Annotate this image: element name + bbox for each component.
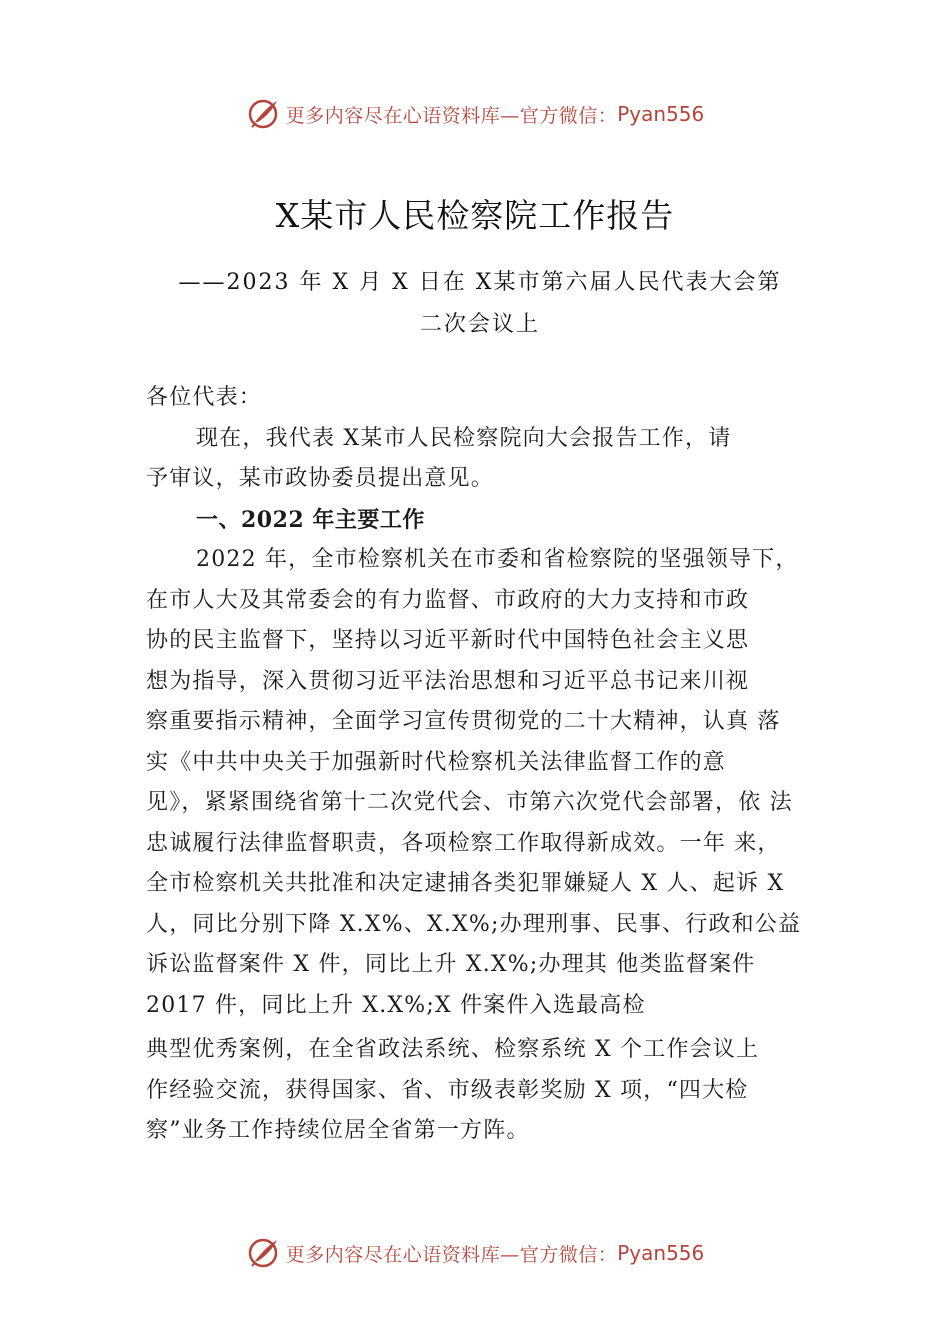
intro-line: 现在，我代表 X某市人民检察院向大会报告工作，请 bbox=[196, 425, 732, 451]
quill-logo-icon bbox=[246, 1235, 282, 1271]
paragraph-line: 诉讼监督案件 X 件，同比上升 X.X%;办理其 他类监督案件 bbox=[146, 952, 756, 977]
footer-banner bbox=[0, 1233, 950, 1273]
subtitle-line: 二次会议上 bbox=[419, 312, 540, 337]
banner-wechat-handle: Pyan556 bbox=[617, 102, 705, 126]
paragraph-line: 见》，紧紧围绕省第十二次党代会、市第六次党代会部署，依 法 bbox=[146, 790, 793, 815]
paragraph-line: 典型优秀案例，在全省政法系统、检察系统 X 个工作会议上 bbox=[146, 1037, 760, 1062]
paragraph-line: 实《中共中央关于加强新时代检察机关法律监督工作的意 bbox=[146, 749, 727, 775]
paragraph-line: 察重要指示精神，全面学习宣传贯彻党的二十大精神，认真 落 bbox=[146, 709, 781, 734]
salutation: 各位代表： bbox=[146, 385, 263, 410]
quill-logo-icon bbox=[246, 96, 282, 132]
banner-text: 更多内容尽在心语资料库—官方微信： bbox=[285, 104, 618, 127]
paragraph-line: 2017 件，同比上升 X.X%;X 件案件入选最高检 bbox=[146, 992, 646, 1018]
paragraph-line: 2022 年，全市检察机关在市委和省检察院的坚强领导下， bbox=[196, 547, 799, 572]
banner-wechat-handle: Pyan556 bbox=[617, 1241, 705, 1265]
document-title: X某市人民检察院工作报告 bbox=[275, 196, 675, 235]
paragraph-line: 察”业务工作持续位居全省第一方阵。 bbox=[146, 1118, 530, 1143]
paragraph-line: 全市检察机关共批准和决定逮捕各类犯罪嫌疑人 X 人、起诉 X bbox=[146, 871, 785, 896]
paragraph-line: 作经验交流，获得国家、省、市级表彰奖励 X 项，“四大检 bbox=[146, 1077, 749, 1103]
banner-text: 更多内容尽在心语资料库—官方微信： bbox=[285, 1243, 618, 1266]
document-subtitle bbox=[150, 262, 810, 346]
paragraph-line: 协的民主监督下，坚持以习近平新时代中国特色社会主义思 bbox=[146, 628, 750, 653]
header-banner bbox=[0, 94, 950, 134]
paragraph-line: 人，同比分别下降 X.X%、X.X%;办理刑事、民事、行政和公益 bbox=[146, 911, 802, 937]
paragraph-line: 在市人大及其常委会的有力监督、市政府的大力支持和市政 bbox=[146, 587, 750, 613]
intro-line: 予审议，某市政协委员提出意见。 bbox=[146, 466, 495, 491]
document-body bbox=[146, 378, 836, 1152]
paragraph-line: 想为指导，深入贯彻习近平法治思想和习近平总书记来川视 bbox=[146, 668, 750, 694]
subtitle-line: ——2023 年 X 月 X 日在 X某市第六届人民代表大会第 bbox=[178, 270, 782, 295]
section-heading: 一、2022 年主要工作 bbox=[196, 506, 425, 533]
paragraph-line: 忠诚履行法律监督职责，各项检察工作取得新成效。一年 来， bbox=[146, 830, 781, 856]
